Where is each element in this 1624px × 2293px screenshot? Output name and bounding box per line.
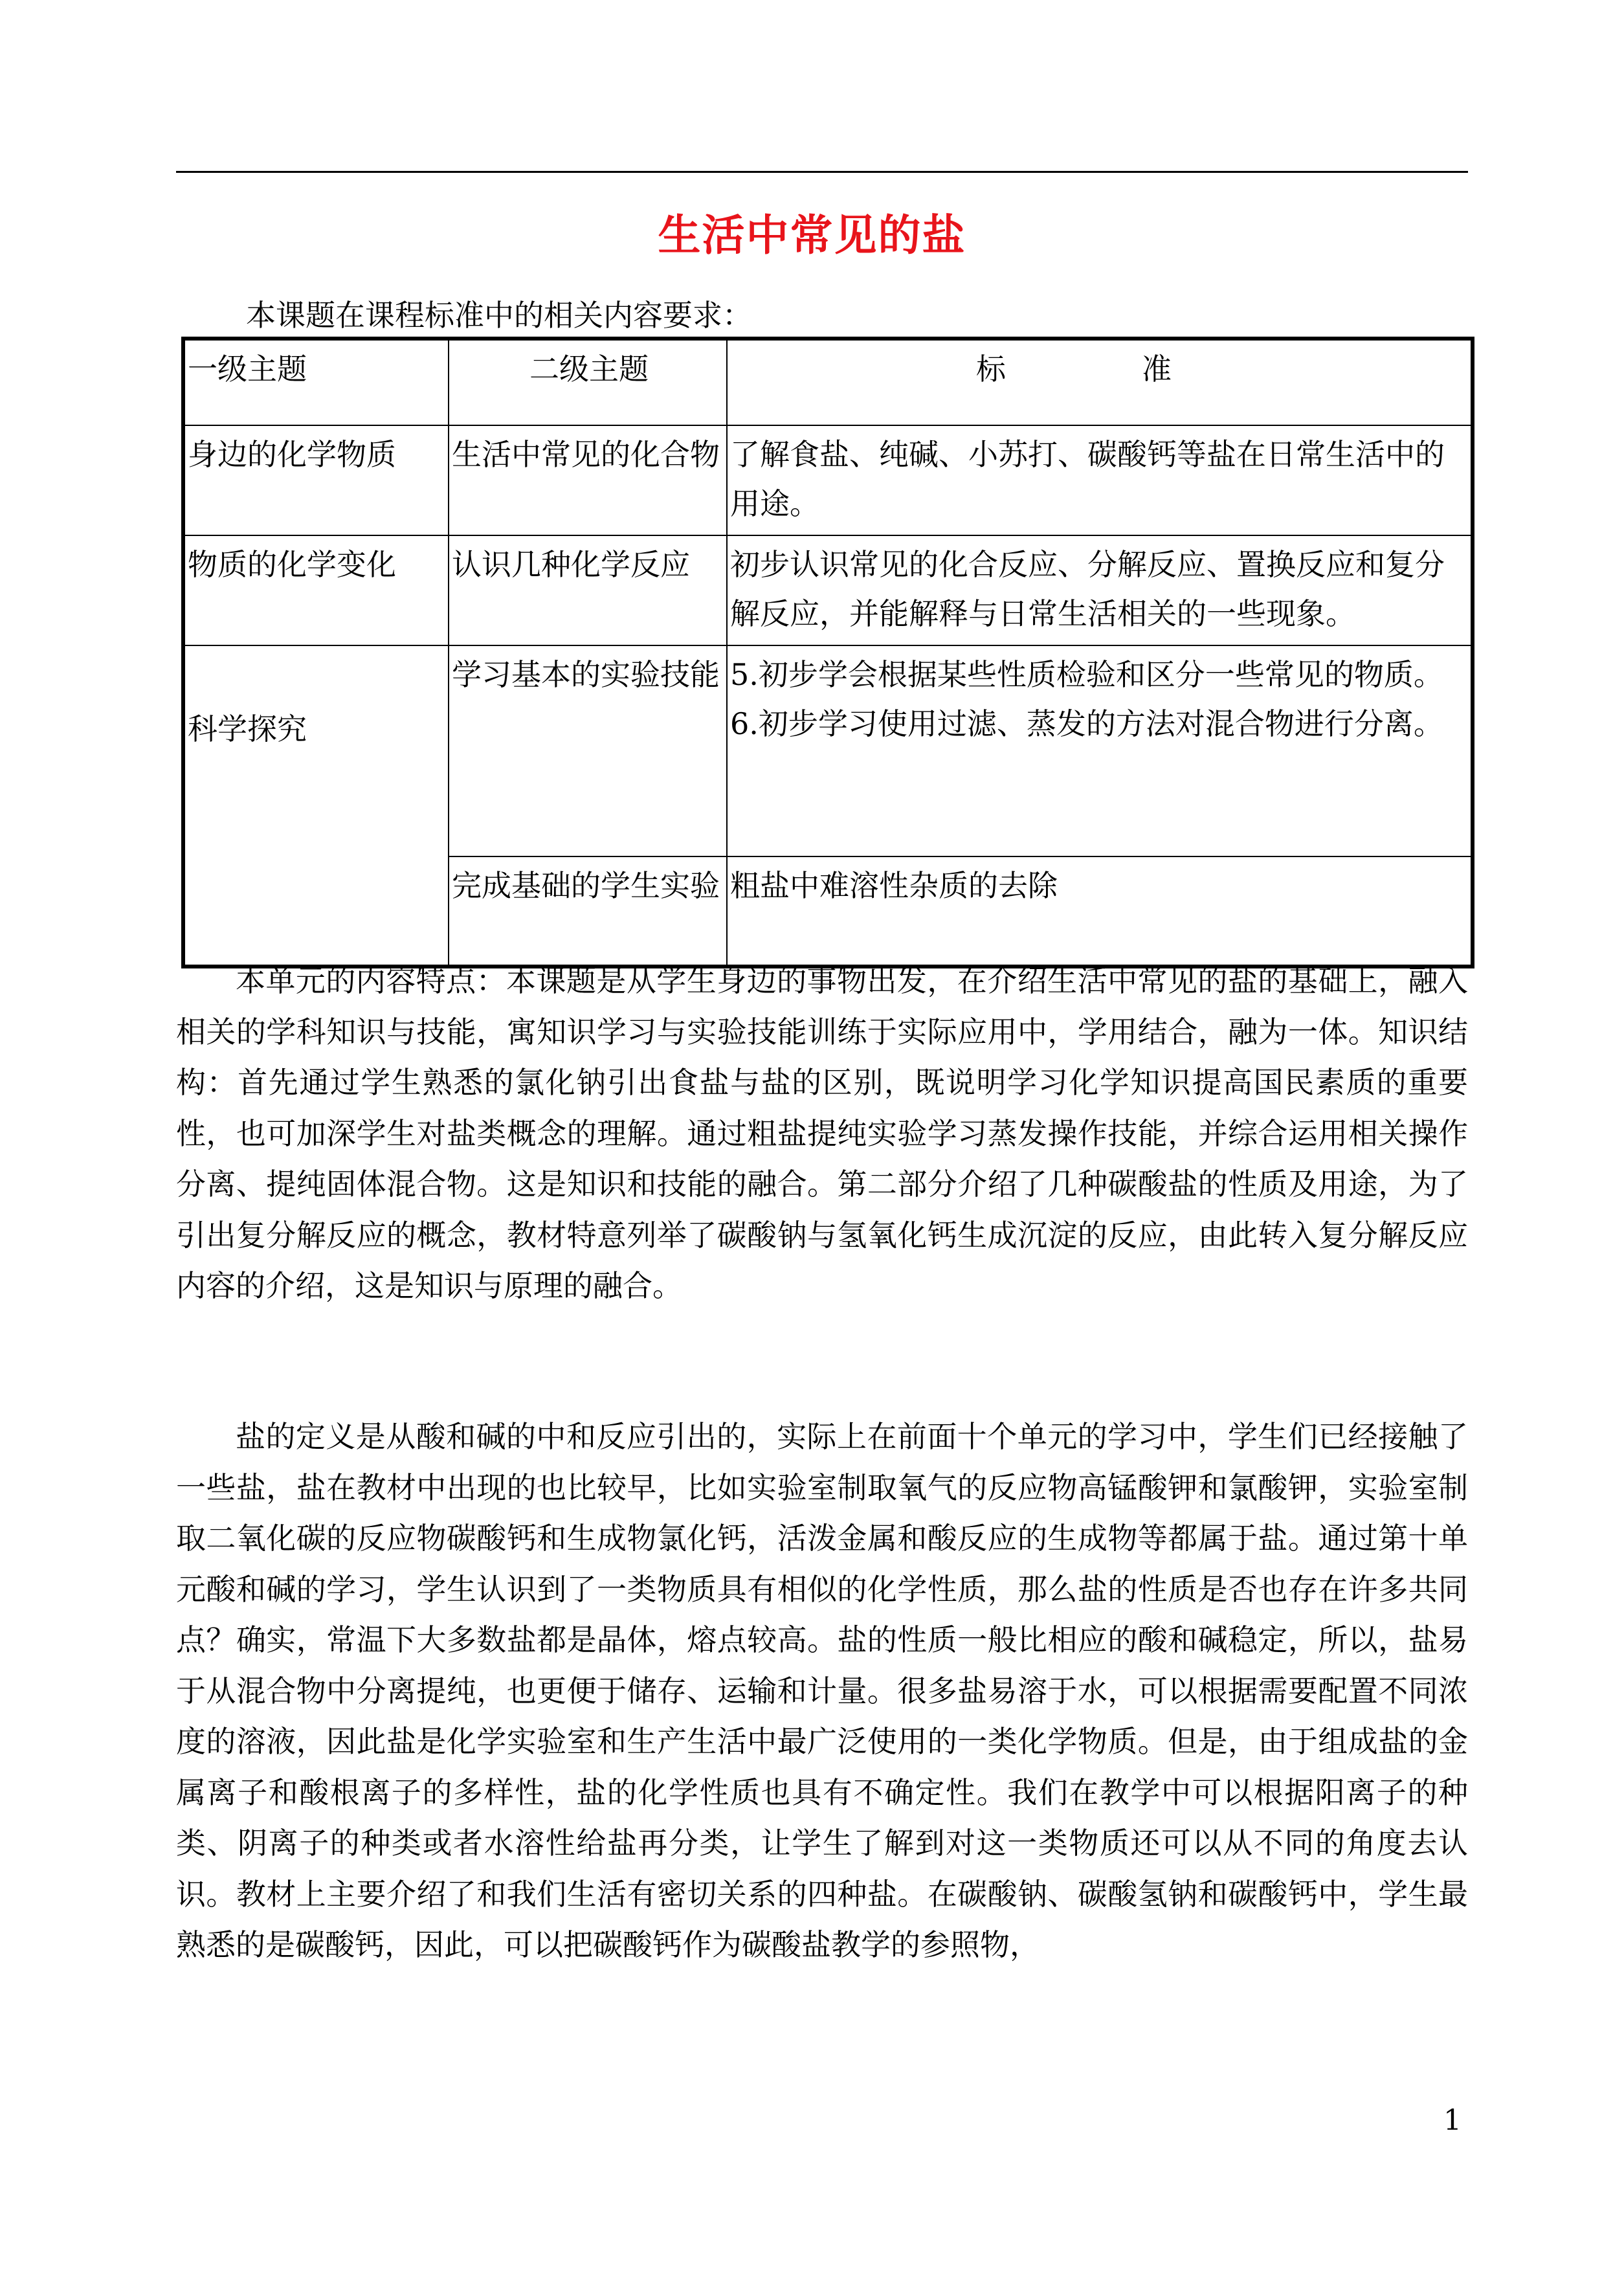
page-number: 1	[1443, 2104, 1462, 2137]
table-header-row	[183, 339, 1473, 425]
row2-level1: 物质的化学变化	[183, 535, 449, 645]
row3-level1: 科学探究	[183, 645, 449, 967]
table-row	[183, 425, 1473, 535]
row1-level2: 生活中常见的化合物	[449, 425, 727, 535]
table-row	[183, 535, 1473, 645]
row3-standard-item-6: 6.初步学习使用过滤、蒸发的方法对混合物进行分离。	[730, 706, 1443, 741]
paragraph-unit-features: 本单元的内容特点：本课题是从学生身边的事物出发，在介绍生活中常见的盐的基础上，融入相关的学科知识与技能，寓知识学习与实验技能训练于实际应用中，学用结合，融为一体。知识结构：首先通过学生熟悉的氯化钠引出食盐与盐的区别，既说明学习化学知识提高国民素质的重要性，也可加深学生对盐类概念的理解。通过粗盐提纯实验学习蒸发操作技能，并综合运用相关操作分离、提纯固体混合物。这是知识和技能的融合。第二部分介绍了几种碳酸盐的性质及用途，为了引出复分解反应的概念，教材特意列举了碳酸钠与氢氧化钙生成沉淀的反应，由此转入复分解反应内容的介绍，这是知识与原理的融合。	[176, 963, 1468, 1303]
row3-standard	[727, 645, 1473, 856]
row4-level2: 完成基础的学生实验	[449, 856, 727, 967]
table-row	[183, 645, 1473, 856]
row1-level1: 身边的化学物质	[183, 425, 449, 535]
row4-standard: 粗盐中难溶性杂质的去除	[727, 856, 1473, 967]
header-rule	[176, 171, 1468, 173]
curriculum-standards-table	[181, 337, 1474, 968]
row2-level2: 认识几种化学反应	[449, 535, 727, 645]
header-standard-a: 标	[976, 352, 1006, 386]
page-title: 生活中常见的盐	[658, 210, 966, 260]
row3-level2: 学习基本的实验技能	[449, 645, 727, 856]
paragraph-salt-definition: 盐的定义是从酸和碱的中和反应引出的，实际上在前面十个单元的学习中，学生们已经接触了一些盐，盐在教材中出现的也比较早，比如实验室制取氧气的反应物高锰酸钾和氯酸钾，实验室制取二氧化碳的反应物碳酸钙和生成物氯化钙，活泼金属和酸反应的生成物等都属于盐。通过第十单元酸和碱的学习，学生认识到了一类物质具有相似的化学性质，那么盐的性质是否也存在许多共同点？确实，常温下大多数盐都是晶体，熔点较高。盐的性质一般比相应的酸和碱稳定，所以，盐易于从混合物中分离提纯，也更便于储存、运输和计量。很多盐易溶于水，可以根据需要配置不同浓度的溶液，因此盐是化学实验室和生产生活中最广泛使用的一类化学物质。但是，由于组成盐的金属离子和酸根离子的多样性，盐的化学性质也具有不确定性。我们在教学中可以根据阳离子的种类、阴离子的种类或者水溶性给盐再分类，让学生了解到对这一类物质还可以从不同的角度去认识。教材上主要介绍了和我们生活有密切关系的四种盐。在碳酸钠、碳酸氢钠和碳酸钙中，学生最熟悉的是碳酸钙，因此，可以把碳酸钙作为碳酸盐教学的参照物，	[176, 1419, 1468, 1962]
row1-standard: 了解食盐、纯碱、小苏打、碳酸钙等盐在日常生活中的用途。	[727, 425, 1473, 535]
row2-standard: 初步认识常见的化合反应、分解反应、置换反应和复分解反应，并能解释与日常生活相关的一些现象。	[727, 535, 1473, 645]
header-standard-b: 准	[1142, 352, 1172, 386]
header-level1: 一级主题	[183, 339, 449, 425]
header-level2: 二级主题	[529, 352, 649, 386]
intro-text: 本课题在课程标准中的相关内容要求：	[246, 298, 752, 333]
row3-standard-item-5: 5.初步学会根据某些性质检验和区分一些常见的物质。	[730, 657, 1443, 692]
